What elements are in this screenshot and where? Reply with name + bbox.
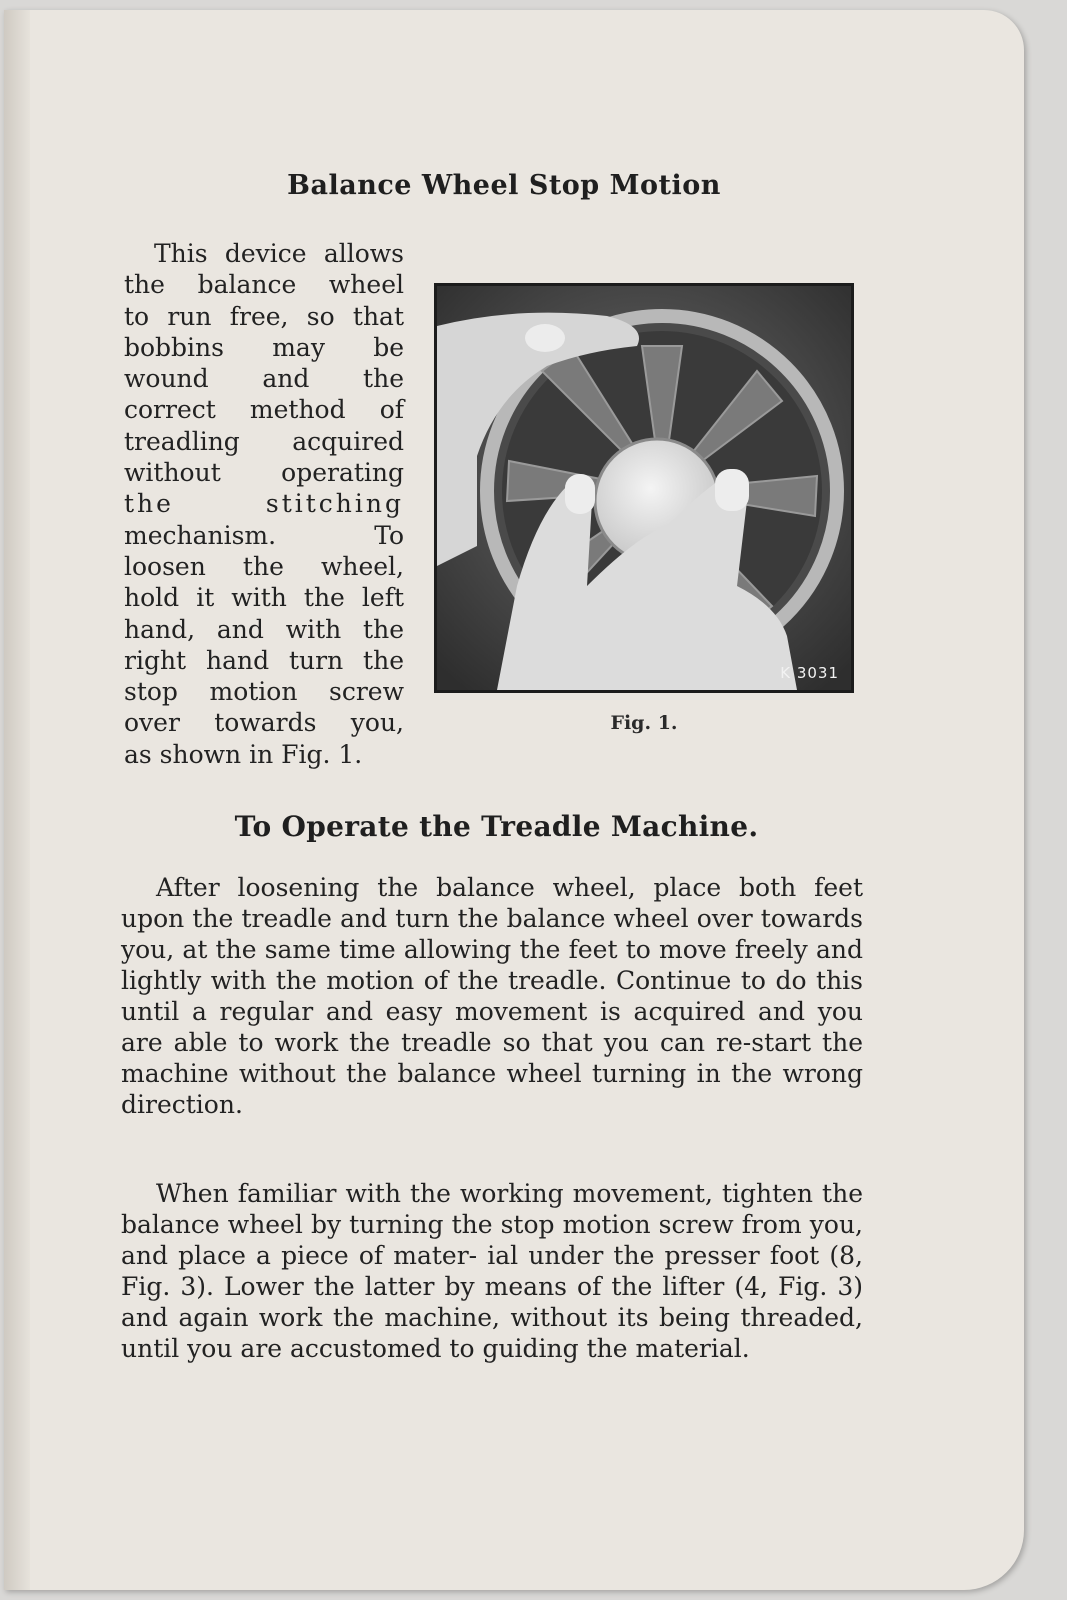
intro-line: loosen the wheel,: [124, 551, 404, 581]
manual-page: [4, 10, 1024, 1590]
intro-line: right hand turn the: [124, 645, 404, 675]
book-spine: [4, 10, 30, 1590]
intro-line: hold it with the left: [124, 583, 404, 613]
paragraph-treadle-1: [121, 872, 863, 1120]
figure-caption: Fig. 1.: [610, 712, 678, 734]
section-title-treadle: To Operate the Treadle Machine.: [234, 810, 759, 843]
intro-line: the stitching: [124, 489, 404, 519]
intro-line: stop motion screw: [124, 677, 404, 707]
intro-line: over towards you,: [124, 708, 404, 738]
intro-line: the balance wheel: [124, 270, 404, 300]
paragraph-treadle-2: [121, 1178, 863, 1364]
paragraph-text: After loosening the balance wheel, place both feet upon the treadle and turn the balance wheel over towards you, at the same time allowing the feet to move freely and lightly with the motion of the treadle. Continue to do this until a regular and easy movement is acquired and you are able to work the treadle so that you can re-start the machine without the balance wheel turning in the wrong direction.: [121, 873, 863, 1119]
figure-code: K 3031: [780, 664, 839, 682]
intro-line: bobbins may be: [124, 332, 404, 362]
intro-line: without operating: [124, 458, 404, 488]
intro-line: to run free, so that: [124, 301, 404, 331]
section-title-balance-wheel: Balance Wheel Stop Motion: [287, 170, 721, 201]
intro-line: wound and the: [124, 364, 404, 394]
intro-text: [124, 238, 404, 770]
intro-line: mechanism. To: [124, 520, 404, 550]
intro-line: This device allows: [154, 239, 404, 268]
figure-balance-wheel-photo: [434, 283, 854, 693]
intro-line: treadling acquired: [124, 426, 404, 456]
balance-wheel-illustration: [437, 286, 851, 690]
intro-line: correct method of: [124, 395, 404, 425]
intro-line: hand, and with the: [124, 614, 404, 644]
intro-line: as shown in Fig. 1.: [124, 739, 363, 769]
paragraph-text: When familiar with the working movement, tighten the balance wheel by turning the stop motion screw from you, and place a piece of mater- ial under the presser foot (8, Fig. 3). Lower the latter by means of the lifter (4, Fig. 3) and again work the machine, without its being threaded, until you are accustomed to guiding the material.: [121, 1179, 863, 1363]
